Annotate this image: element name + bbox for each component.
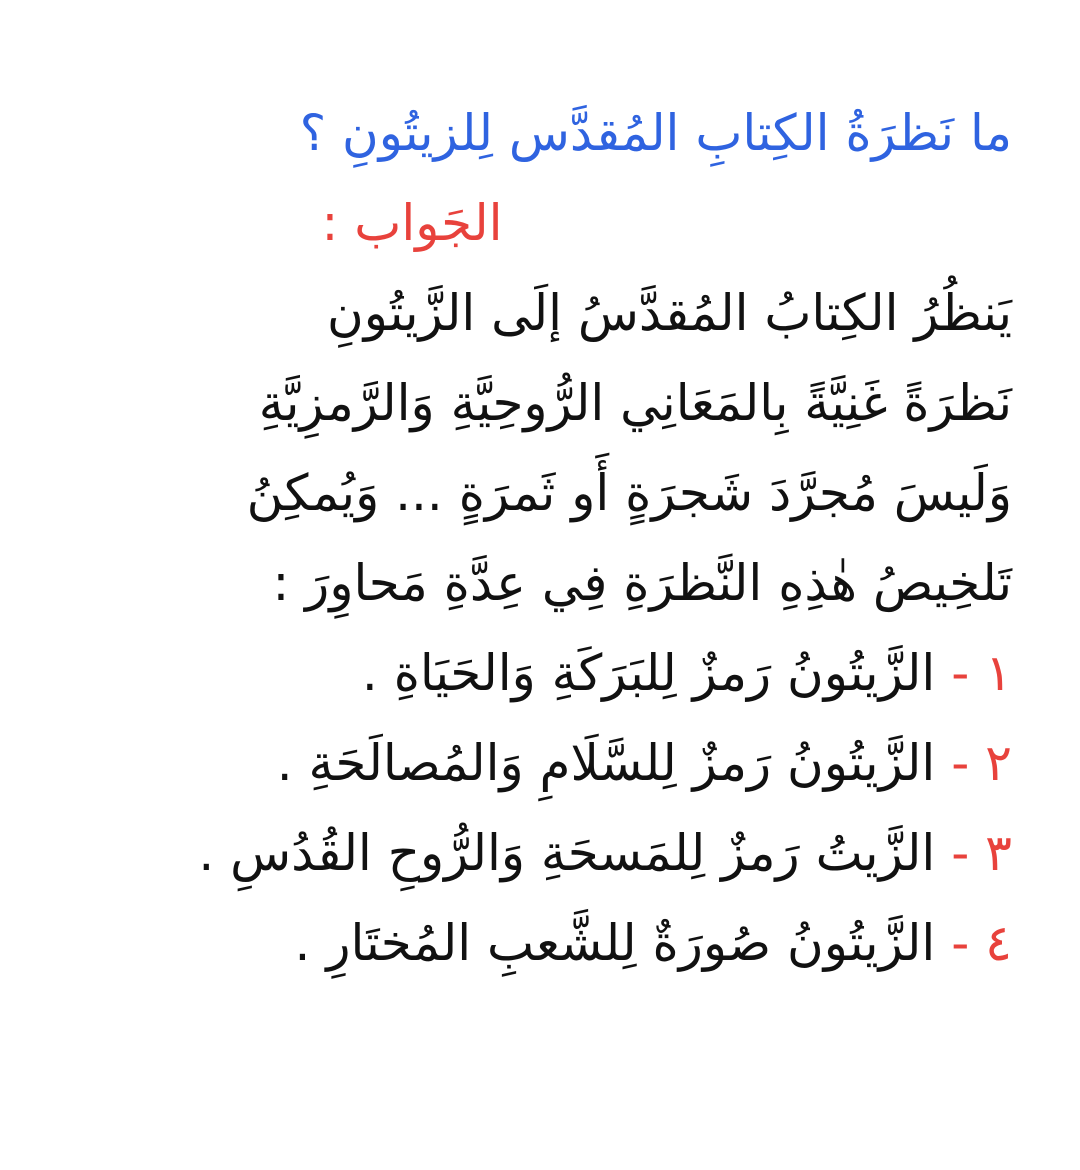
paragraph-line-4: تَلخِيصُ هٰذِهِ النَّظرَةِ فِي عِدَّةِ مَحاوِرَ : [272,554,1012,612]
list-item-number: ٣ - [951,824,1012,882]
list-item-text: الزَّيتُونُ صُورَةٌ لِلشَّعبِ المُختَارِ . [294,914,936,972]
list-item-text: الزَّيتُونُ رَمزٌ لِلسَّلَامِ وَالمُصالَحَةِ . [276,734,936,792]
list-item-text: الزَّيتُونُ رَمزٌ لِلبَرَكَةِ وَالحَيَاةِ . [361,644,936,702]
answer-label: الجَواب : [321,194,503,252]
list-item-text: الزَّيتُ رَمزٌ لِلمَسحَةِ وَالرُّوحِ القُدُسِ . [198,824,936,882]
paragraph-line-3: وَلَيسَ مُجرَّدَ شَجرَةٍ أَو ثَمرَةٍ ... وَيُمكِنُ [246,464,1012,522]
list-item-number: ٢ - [951,734,1012,792]
list-item-number: ١ - [951,644,1012,702]
paragraph-line-1: يَنظُرُ الكِتابُ المُقدَّسُ إلَى الزَّيتُونِ [327,284,1012,342]
paragraph-line-2: نَظرَةً غَنِيَّةً بِالمَعَانِي الرُّوحِيَّةِ وَالرَّمزِيَّةِ [258,374,1012,432]
text-block [32,88,1012,988]
list-item-1 [32,628,1012,718]
list-item-4 [32,898,1012,988]
list-item-2 [32,718,1012,808]
list-item-number: ٤ - [951,914,1012,972]
list-item-3 [32,808,1012,898]
question-heading: ما نَظرَةُ الكِتابِ المُقدَّس لِلزيتُونِ ؟ [299,104,1012,162]
